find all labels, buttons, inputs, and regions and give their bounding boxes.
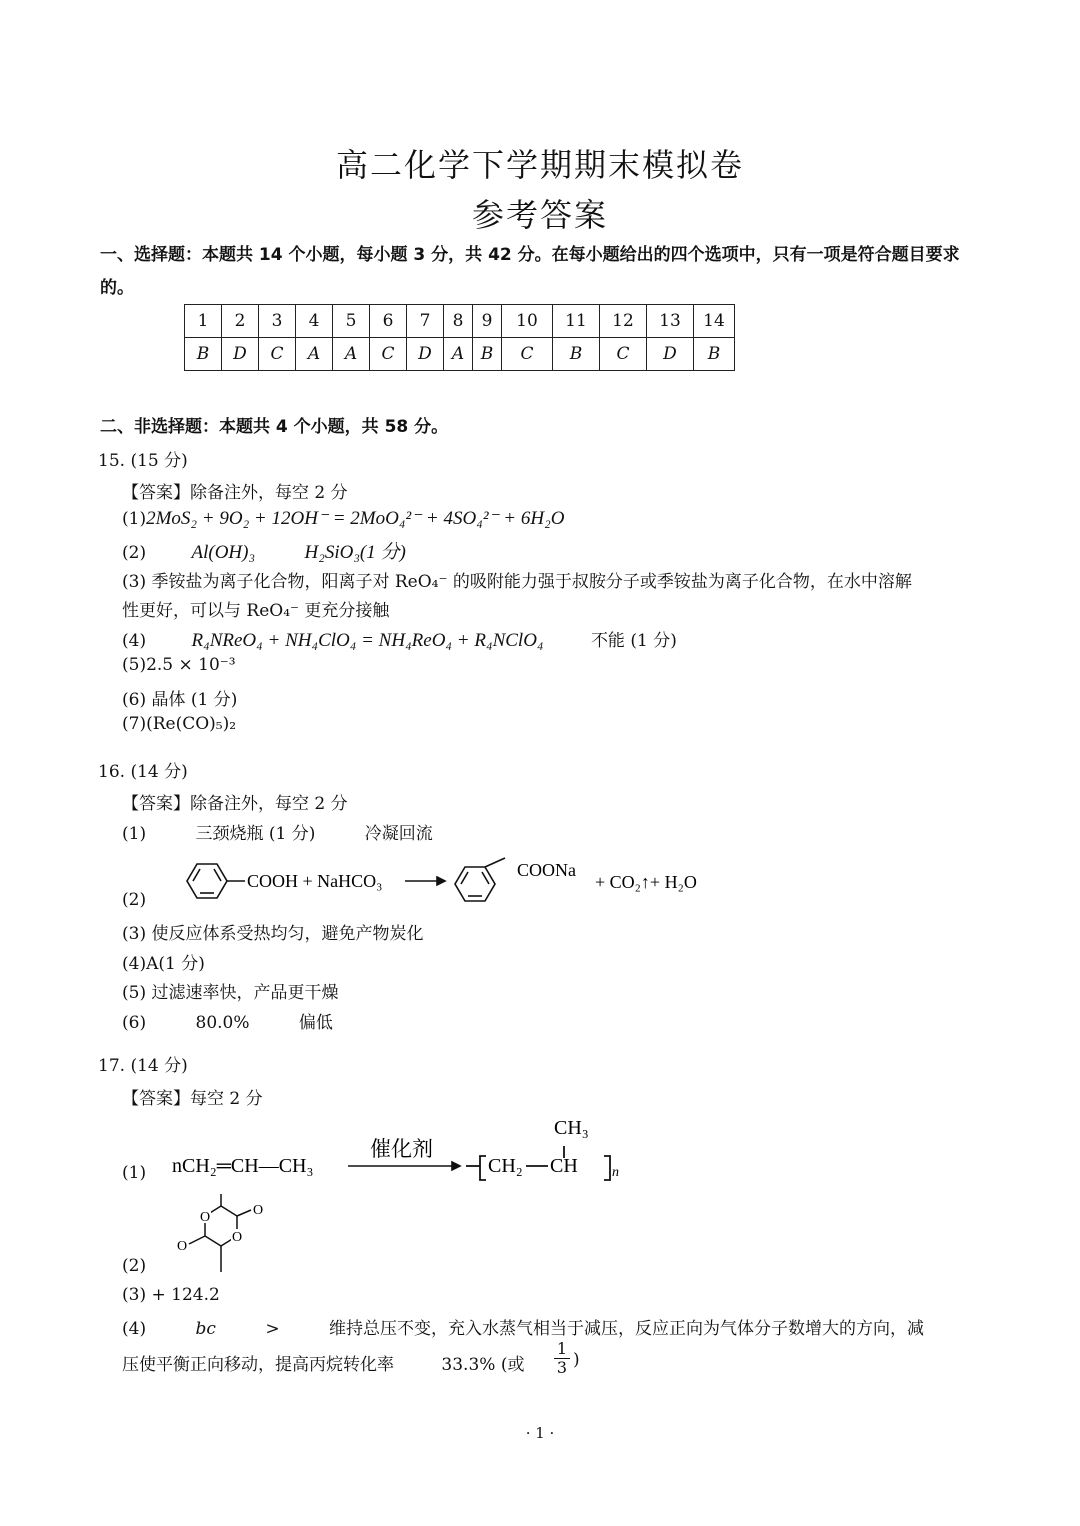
fraction-one-third <box>554 1340 570 1377</box>
q17-a4-answer: 33.3% (或 <box>441 1355 525 1375</box>
section1-heading-line2: 的。 <box>100 278 134 298</box>
q16-a1-part1: 三颈烧瓶 (1 分) <box>195 824 316 844</box>
propylene-polymerization-diagram <box>170 1110 640 1195</box>
table-cell-answer: C <box>600 338 647 371</box>
benzoic-acid-reaction-diagram <box>175 850 735 910</box>
table-cell-answer: B <box>473 338 502 371</box>
table-cell-number: 1 <box>185 305 222 338</box>
q15-note: 【答案】除备注外，每空 2 分 <box>122 483 348 503</box>
q17-answer-4-line2 <box>122 1350 524 1375</box>
table-cell-answer: D <box>222 338 259 371</box>
byproducts-text: + CO₂↑+ H₂O <box>595 872 697 892</box>
table-cell-number: 10 <box>502 305 553 338</box>
reaction-arrow <box>405 877 445 885</box>
q15-a1-prefix: (1) <box>122 509 147 529</box>
answer-table <box>184 304 735 371</box>
section1-heading-line1: 一、选择题：本题共 14 个小题，每小题 3 分，共 42 分。在每小题给出的四个选项中，只有一项是符合题目要求 <box>100 245 960 265</box>
table-cell-answer: B <box>694 338 735 371</box>
answer-table-answers-row <box>185 338 735 371</box>
table-cell-number: 9 <box>473 305 502 338</box>
q17-a4-part2: > <box>265 1319 280 1339</box>
table-cell-answer: B <box>553 338 600 371</box>
q17-answer-4-line1 <box>122 1314 924 1339</box>
q16-answer-4: (4)A(1 分) <box>122 954 205 974</box>
table-cell-answer: B <box>185 338 222 371</box>
table-cell-number: 7 <box>407 305 444 338</box>
q15-a4-tail: 不能 (1 分) <box>590 631 677 651</box>
table-cell-number: 5 <box>333 305 370 338</box>
polymer-ch3: CH₃ <box>554 1117 589 1139</box>
q15-answer-5: (5)2.5 × 10⁻³ <box>122 655 236 675</box>
q16-a6-prefix: (6) <box>122 1013 147 1033</box>
table-cell-number: 11 <box>553 305 600 338</box>
table-cell-number: 4 <box>296 305 333 338</box>
lactide-structure <box>165 1190 275 1285</box>
q16-answer-3: (3) 使反应体系受热均匀，避免产物炭化 <box>122 924 424 944</box>
table-cell-number: 13 <box>647 305 694 338</box>
q15-answer-3-line2: 性更好，可以与 ReO₄⁻ 更充分接触 <box>122 601 390 621</box>
carbonyl-oxygen-2: O <box>177 1239 188 1254</box>
q15-a4-equation: R₄NReO₄ + NH₄ClO₄ = NH₄ReO₄ + R₄NClO₄ <box>191 630 544 651</box>
page-number: · 1 · <box>525 1424 555 1442</box>
page-title: 高二化学下学期期末模拟卷 <box>335 146 744 184</box>
q15-a4-prefix: (4) <box>122 631 147 651</box>
table-cell-answer: A <box>444 338 473 371</box>
q16-label: 16. (14 分) <box>98 762 188 782</box>
table-cell-answer: C <box>259 338 296 371</box>
answer-table-numbers-row <box>185 305 735 338</box>
polymer-ch: CH <box>550 1155 578 1177</box>
table-cell-answer: D <box>647 338 694 371</box>
table-cell-answer: C <box>502 338 553 371</box>
benzene-ring-left <box>187 864 245 898</box>
q15-answer-1 <box>122 507 564 530</box>
q17-a4-part1: bc <box>195 1319 216 1339</box>
table-cell-number: 14 <box>694 305 735 338</box>
catalyst-label: 催化剂 <box>370 1137 433 1161</box>
q17-a4-part3: 维持总压不变，充入水蒸气相当于减压，反应正向为气体分子数增大的方向，减 <box>328 1319 924 1339</box>
q16-a1-prefix: (1) <box>122 824 147 844</box>
ring-oxygen-2: O <box>232 1230 243 1245</box>
q17-label: 17. (14 分) <box>98 1056 188 1076</box>
q15-label: 15. (15 分) <box>98 451 188 471</box>
q17-a4-prefix: (4) <box>122 1319 147 1339</box>
page-subtitle: 参考答案 <box>471 196 608 234</box>
q15-a1-equation: 2MoS₂ + 9O₂ + 12OH⁻ = 2MoO₄²⁻ + 4SO₄²⁻ + 6H₂O <box>146 508 565 529</box>
q16-answer-1 <box>122 819 433 844</box>
fraction-denominator: 3 <box>556 1358 568 1377</box>
polymer-ch2: CH₂ <box>488 1155 523 1177</box>
q16-answer-6 <box>122 1008 333 1033</box>
table-cell-answer: D <box>407 338 444 371</box>
q17-a4-line2: 压使平衡正向移动，提高丙烷转化率 <box>122 1355 394 1375</box>
q15-a2-part2: H₂SiO₃(1 分) <box>304 542 406 563</box>
benzene-ring-right <box>455 858 505 901</box>
fraction-close-paren: ) <box>573 1350 580 1370</box>
table-cell-number: 3 <box>259 305 296 338</box>
q17-note: 【答案】每空 2 分 <box>122 1089 263 1109</box>
polymerization-arrow <box>348 1162 460 1170</box>
propylene-reactant: nCH₂═CH—CH₃ <box>172 1155 314 1177</box>
ring-oxygen-1: O <box>200 1210 211 1225</box>
q16-note: 【答案】除备注外，每空 2 分 <box>122 794 348 814</box>
carbonyl-oxygen-1: O <box>253 1203 264 1218</box>
table-cell-answer: A <box>296 338 333 371</box>
table-cell-number: 8 <box>444 305 473 338</box>
q15-answer-7: (7)(Re(CO)₅)₂ <box>122 714 237 734</box>
q15-answer-2 <box>122 537 406 564</box>
section2-heading: 二、非选择题：本题共 4 个小题，共 58 分。 <box>100 417 449 437</box>
table-cell-number: 2 <box>222 305 259 338</box>
q17-a2-prefix: (2) <box>122 1256 147 1276</box>
q17-a1-prefix: (1) <box>122 1163 147 1183</box>
q16-a2-prefix: (2) <box>122 890 147 910</box>
q16-answer-5: (5) 过滤速率快，产品更干燥 <box>122 983 339 1003</box>
q15-a2-part1: Al(OH)₃ <box>191 542 256 563</box>
product-text: COONa <box>517 860 576 880</box>
table-cell-number: 6 <box>370 305 407 338</box>
reactant-text: COOH + NaHCO₃ <box>247 871 383 891</box>
table-cell-number: 12 <box>600 305 647 338</box>
q16-a6-part1: 80.0% <box>195 1013 250 1033</box>
q15-answer-3-line1: (3) 季铵盐为离子化合物，阳离子对 ReO₄⁻ 的吸附能力强于叔胺分子或季铵盐为离子化合物，在水中溶解 <box>122 572 912 592</box>
q15-answer-4 <box>122 626 677 652</box>
q17-answer-3: (3) + 124.2 <box>122 1285 220 1305</box>
table-cell-answer: A <box>333 338 370 371</box>
q16-a6-part2: 偏低 <box>298 1013 333 1033</box>
table-cell-answer: C <box>370 338 407 371</box>
fraction-numerator: 1 <box>554 1340 570 1359</box>
q15-a2-prefix: (2) <box>122 543 147 563</box>
q16-a1-part2: 冷凝回流 <box>364 824 433 844</box>
q15-answer-6: (6) 晶体 (1 分) <box>122 690 238 710</box>
polymer-n: n <box>612 1165 619 1180</box>
